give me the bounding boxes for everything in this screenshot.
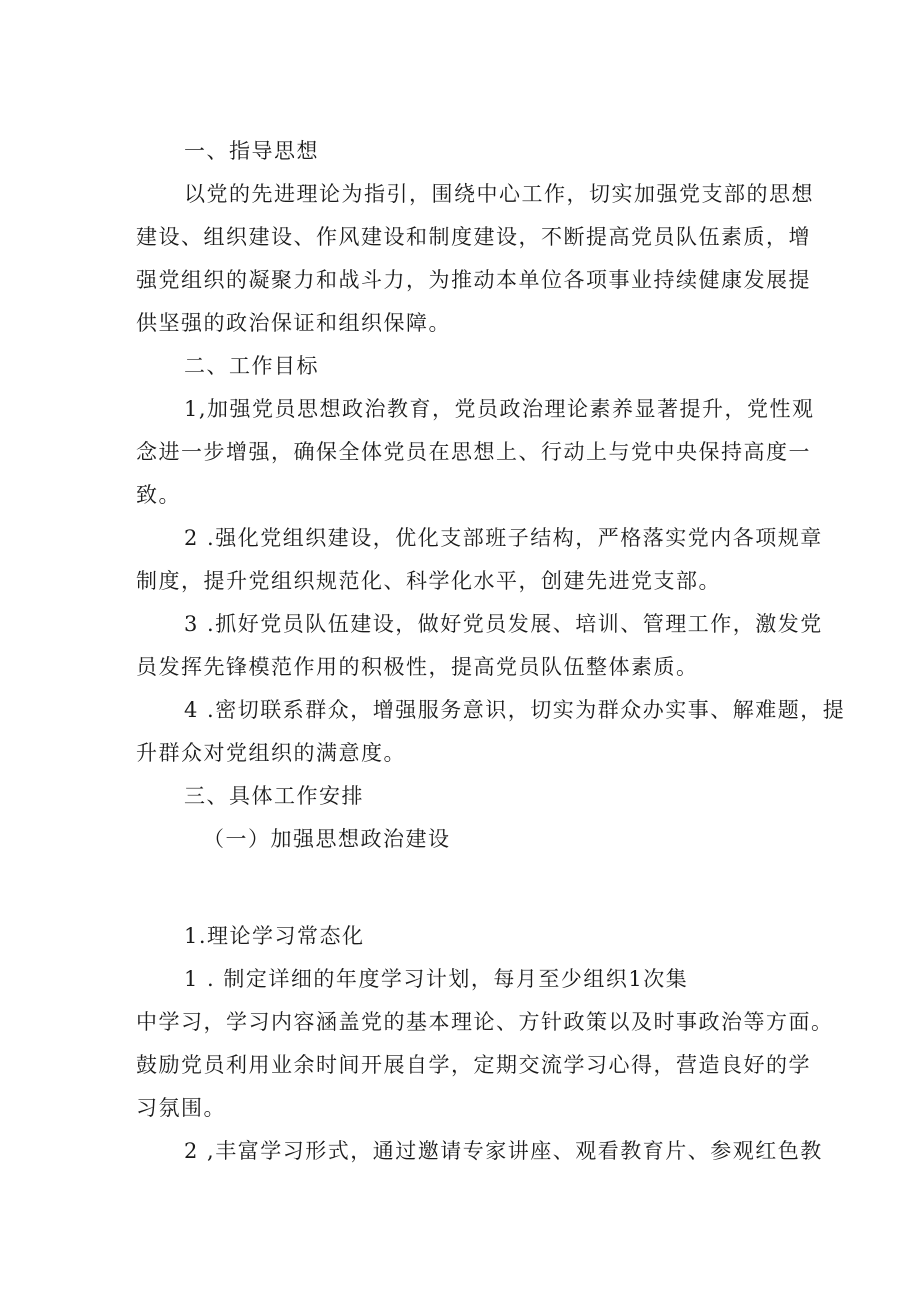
goal-line: 1,加强党员思想政治教育，党员政治理论素养显著提升，党性观 [184, 397, 815, 421]
goal-line: 制度，提升党组织规范化、科学化水平，创建先进党支部。 [136, 569, 721, 593]
goal-line: 员发挥先锋模范作用的积极性，提高党员队伍整体素质。 [136, 655, 699, 679]
subsection-heading: （一）加强思想政治建设 [203, 827, 451, 851]
item-line: 1 . 制定详细的年度学习计划，每月至少组织1次集 [184, 967, 689, 991]
item-line: 2 ,丰富学习形式，通过邀请专家讲座、观看教育片、参观红色教 [184, 1139, 823, 1163]
goal-line: 4 .密切联系群众，增强服务意识，切实为群众办实事、解难题，提 [184, 698, 846, 722]
section-heading-work-goals: 二、工作目标 [184, 354, 319, 378]
paragraph-line: 以党的先进理论为指引，围绕中心工作，切实加强党支部的思想 [184, 182, 814, 206]
section-heading-guiding-ideology: 一、指导思想 [184, 139, 319, 163]
goal-line: 升群众对党组织的满意度。 [136, 741, 406, 765]
item-line: 习氛围。 [136, 1096, 226, 1120]
item-heading: 1.理论学习常态化 [184, 924, 365, 948]
paragraph-line: 强党组织的凝聚力和战斗力，为推动本单位各项事业持续健康发展提 [136, 268, 811, 292]
goal-line: 2 .强化党组织建设，优化支部班子结构，严格落实党内各项规章 [184, 526, 823, 550]
goal-line: 3 .抓好党员队伍建设，做好党员发展、培训、管理工作，激发党 [184, 612, 823, 636]
section-heading-work-arrangement: 三、具体工作安排 [184, 784, 364, 808]
item-line: 鼓励党员利用业余时间开展自学，定期交流学习心得，营造良好的学 [136, 1053, 811, 1077]
paragraph-line: 建设、组织建设、作风建设和制度建设，不断提高党员队伍素质，增 [136, 225, 811, 249]
paragraph-line: 供坚强的政治保证和组织保障。 [136, 311, 451, 335]
item-line: 中学习，学习内容涵盖党的基本理论、方针政策以及时事政治等方面。 [136, 1010, 834, 1034]
goal-line: 念进一步增强，确保全体党员在思想上、行动上与党中央保持高度一 [136, 440, 811, 464]
goal-line: 致。 [136, 483, 181, 507]
